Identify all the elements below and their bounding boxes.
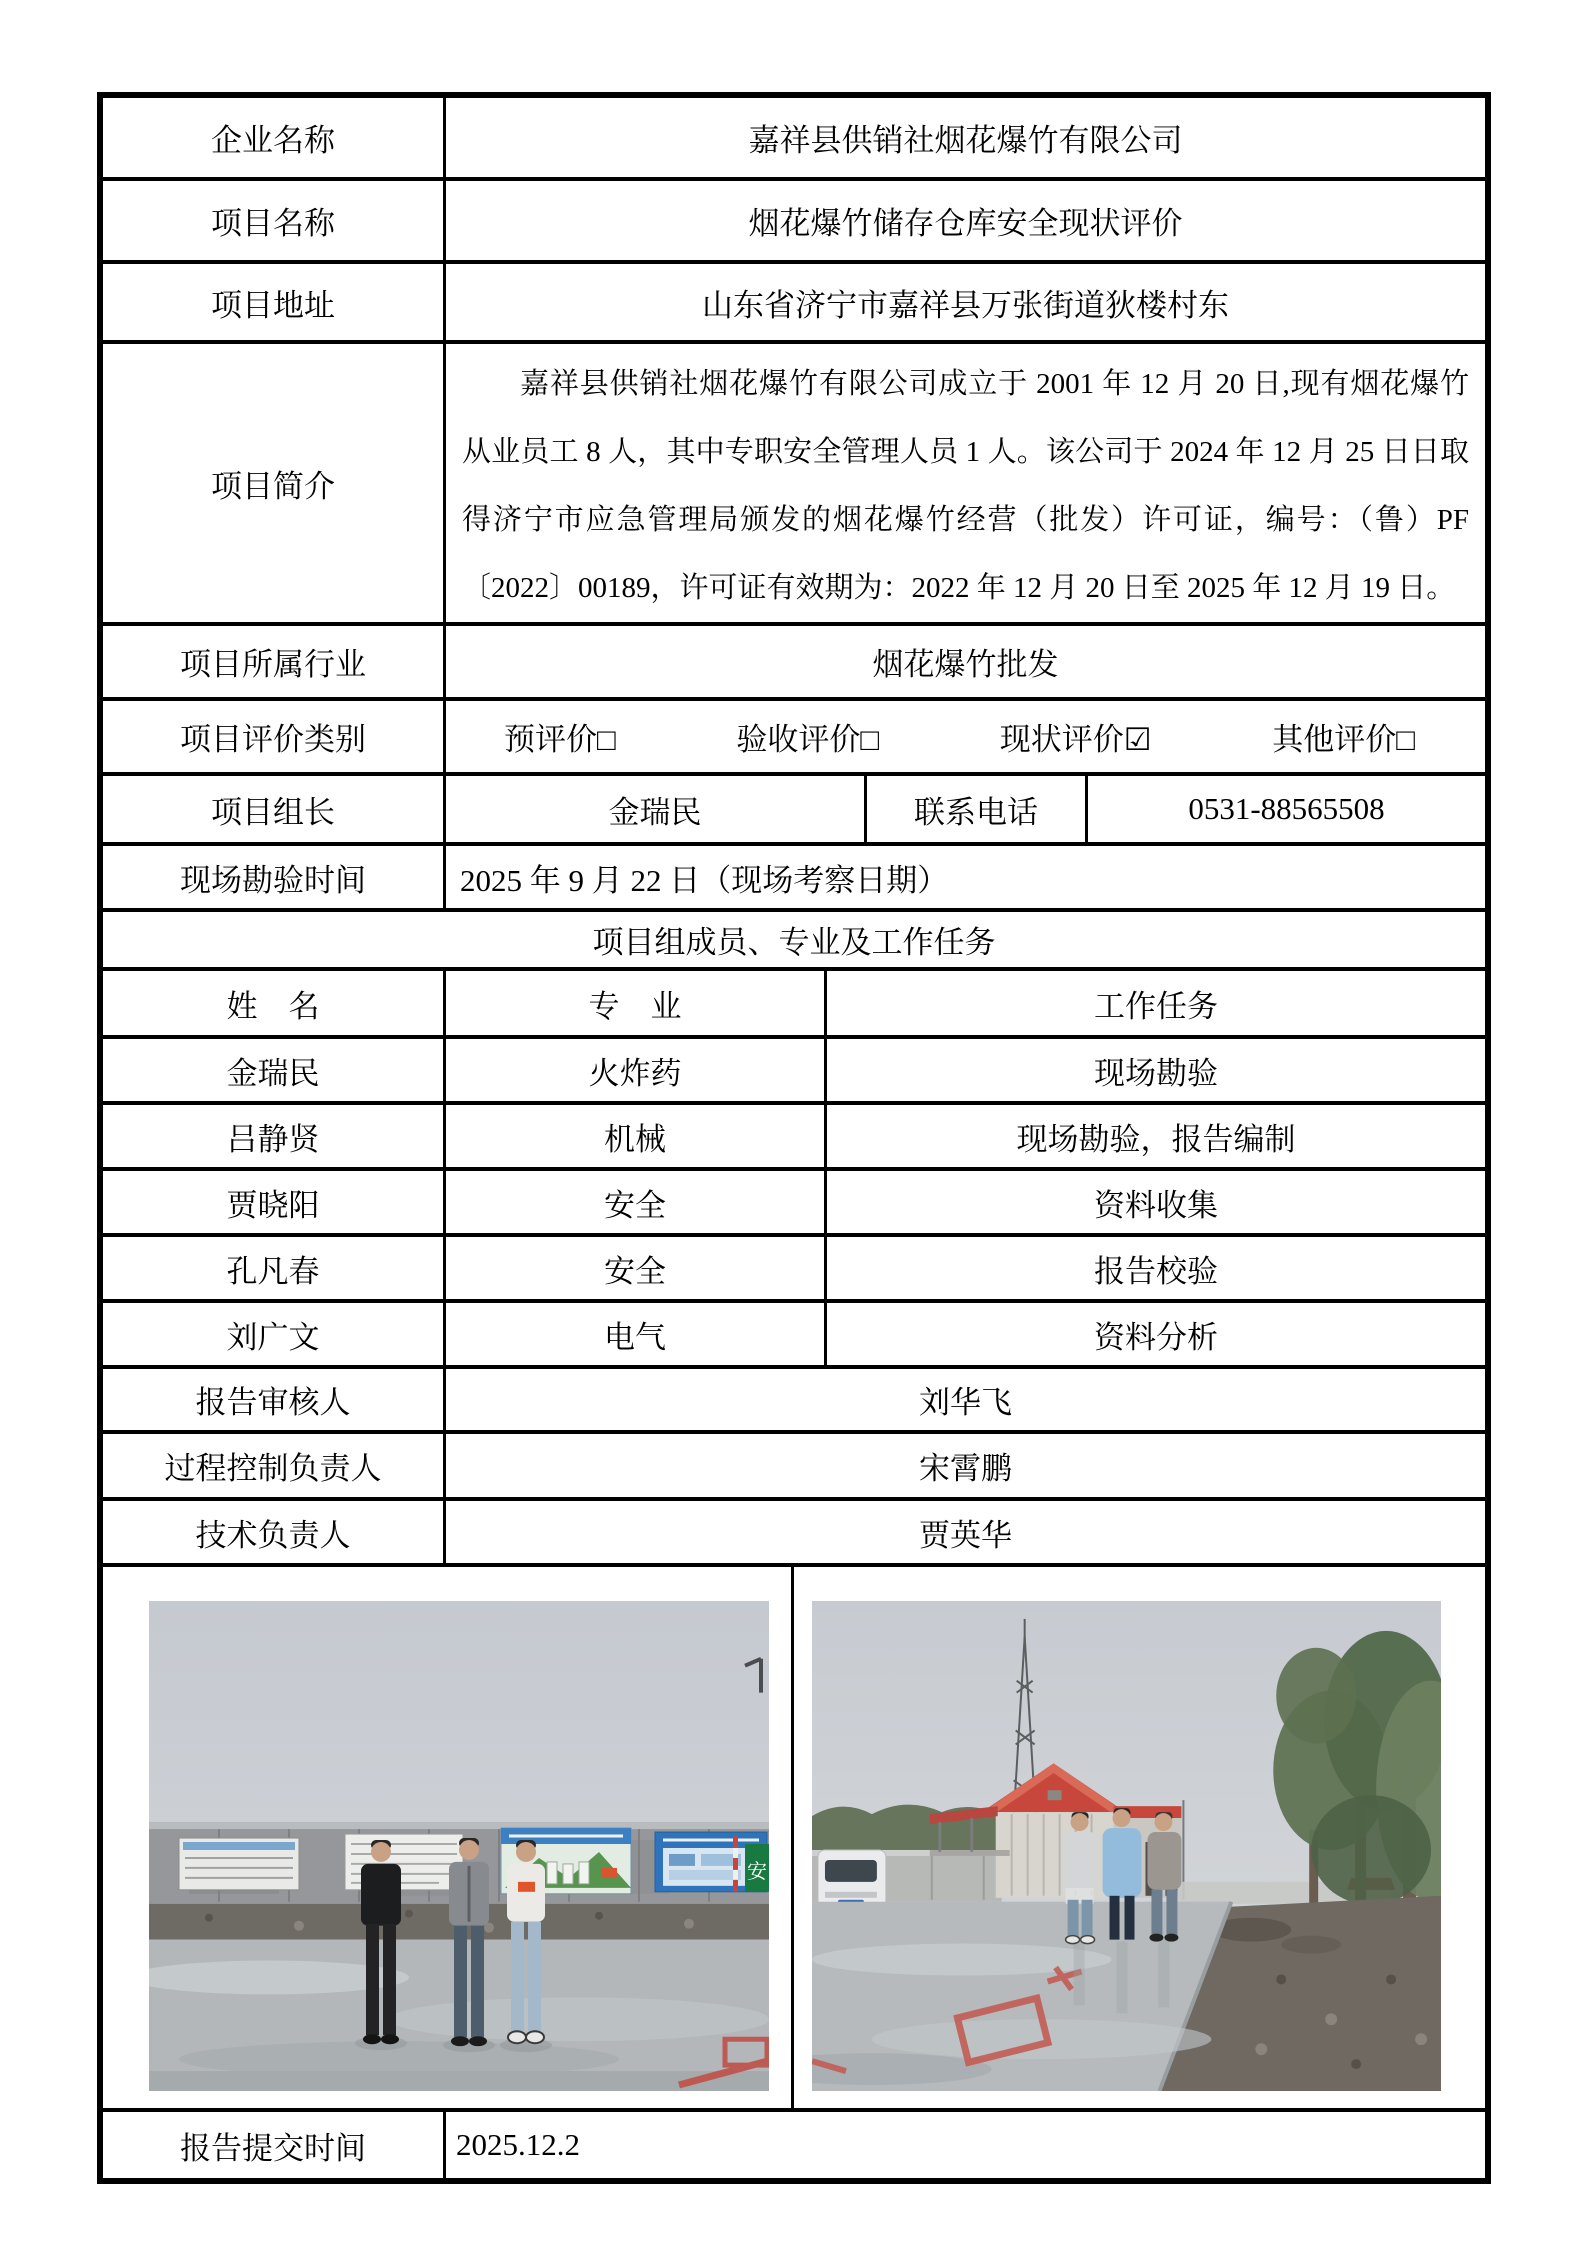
- member-4-task: 报告校验: [1094, 1253, 1218, 1289]
- member-2-name-cell: [103, 1105, 446, 1167]
- member-4-name-cell: [103, 1237, 446, 1299]
- member-1-major-cell: [446, 1039, 827, 1101]
- member-2-task: 现场勘验，报告编制: [1016, 1121, 1296, 1157]
- phone-value: 0531-88565508: [1188, 791, 1385, 826]
- site-photo-left: [149, 1601, 769, 2091]
- project-address-label: 项目地址: [211, 287, 335, 323]
- project-name-label: 项目名称: [211, 206, 335, 241]
- reviewer-value: 刘华飞: [919, 1385, 1012, 1420]
- survey-time-label-cell: [103, 846, 446, 908]
- row-site-photos: [103, 1567, 1485, 2112]
- project-intro-value-cell: 嘉祥县供销社烟花爆竹有限公司成立于 2001 年 12 月 20 日,现有烟花爆竹从业员工 8 人，其中专职安全管理人员 1 人。该公司于 2024 年 12 月 25 日日取得济宁市应急管理局颁发的烟花爆竹经营（批发）许可证，编号：（鲁）PF〔2022〕00189，许可证有效期为：2022 年 12 月 20 日至 2025 年 12 月 19 日。: [446, 344, 1485, 622]
- row-members-columns: [103, 971, 1485, 1039]
- members-header-cell: [103, 912, 1485, 967]
- checkbox-other-evaluation: 其他评价□: [1272, 722, 1415, 757]
- process-controller-label: 过程控制负责人: [164, 1451, 382, 1486]
- site-photo-left-cell: [103, 1567, 794, 2108]
- tech-lead-label-cell: [103, 1501, 446, 1563]
- member-2-name: 吕静贤: [226, 1121, 320, 1157]
- row-industry: [103, 626, 1485, 701]
- phone-label-cell: [867, 776, 1088, 842]
- member-5-task-cell: [827, 1303, 1485, 1365]
- member-4-major-cell: [446, 1237, 827, 1299]
- checkbox-pre-evaluation: 预评价□: [504, 722, 616, 757]
- member-3-task: 资料收集: [1094, 1187, 1218, 1223]
- project-name-value-cell: [446, 181, 1485, 260]
- member-3-name-cell: [103, 1171, 446, 1233]
- process-controller-value-cell: [446, 1434, 1485, 1497]
- table-row-member-3: [103, 1171, 1485, 1237]
- striped-pole: [733, 1836, 738, 1892]
- row-project-address: [103, 264, 1485, 344]
- table-row-member-4: [103, 1237, 1485, 1303]
- safety-sign-text: 安: [747, 1860, 767, 1883]
- industry-value: 烟花爆竹批发: [872, 647, 1059, 682]
- submit-time-value-cell: [446, 2112, 1485, 2178]
- project-name-label-cell: [103, 181, 446, 260]
- company-label-cell: [103, 98, 446, 177]
- process-controller-label-cell: [103, 1434, 446, 1497]
- checkbox-status-evaluation-checked: 现状评价☑: [999, 722, 1152, 757]
- process-controller-value: 宋霄鹏: [919, 1451, 1012, 1486]
- member-4-major: 安全: [604, 1253, 666, 1289]
- row-company: [103, 98, 1485, 181]
- company-value: 嘉祥县供销社烟花爆竹有限公司: [748, 123, 1183, 158]
- project-intro-label-cell: [103, 344, 446, 622]
- row-members-header: [103, 912, 1485, 971]
- member-3-name: 贾晓阳: [226, 1187, 320, 1223]
- survey-time-label: 现场勘验时间: [180, 862, 366, 898]
- row-eval-type: [103, 701, 1485, 776]
- tech-lead-label: 技术负责人: [195, 1517, 351, 1553]
- company-label: 企业名称: [211, 123, 335, 158]
- member-1-task: 现场勘验: [1094, 1055, 1218, 1091]
- report-info-table: [97, 92, 1491, 2184]
- submit-time-label-cell: [103, 2112, 446, 2178]
- member-1-name-cell: [103, 1039, 446, 1101]
- phone-value-cell: [1088, 776, 1485, 842]
- site-photo-right: [812, 1601, 1441, 2091]
- member-2-major-cell: [446, 1105, 827, 1167]
- tech-lead-value: 贾英华: [919, 1517, 1012, 1553]
- member-1-name: 金瑞民: [226, 1055, 320, 1091]
- members-col-major: 专 业: [588, 988, 682, 1024]
- member-4-name: 孔凡春: [226, 1253, 320, 1289]
- row-leader: [103, 776, 1485, 846]
- member-5-name-cell: [103, 1303, 446, 1365]
- eval-type-options-cell: [446, 701, 1485, 772]
- member-2-task-cell: [827, 1105, 1485, 1167]
- row-process-controller: [103, 1434, 1485, 1501]
- member-1-major: 火炸药: [588, 1055, 682, 1091]
- leader-label-cell: [103, 776, 446, 842]
- members-col-name-cell: [103, 971, 446, 1035]
- leader-label: 项目组长: [211, 794, 335, 830]
- project-address-value: 山东省济宁市嘉祥县万张街道狄楼村东: [702, 287, 1229, 323]
- industry-label-cell: [103, 626, 446, 697]
- row-tech-lead: [103, 1501, 1485, 1567]
- site-photo-right-cell: [794, 1567, 1485, 2108]
- member-1-task-cell: [827, 1039, 1485, 1101]
- project-address-value-cell: [446, 264, 1485, 340]
- member-2-major: 机械: [604, 1121, 666, 1157]
- phone-label: 联系电话: [914, 794, 1038, 830]
- member-5-task: 资料分析: [1094, 1319, 1218, 1355]
- leader-name-cell: [446, 776, 867, 842]
- members-header-title: 项目组成员、专业及工作任务: [592, 925, 996, 960]
- reviewer-label-cell: [103, 1369, 446, 1430]
- member-5-name: 刘广文: [226, 1319, 320, 1355]
- members-col-task-cell: [827, 971, 1485, 1035]
- project-address-label-cell: [103, 264, 446, 340]
- industry-value-cell: [446, 626, 1485, 697]
- leader-name: 金瑞民: [608, 794, 702, 830]
- member-3-major: 安全: [604, 1187, 666, 1223]
- reviewer-label: 报告审核人: [195, 1385, 351, 1420]
- members-col-major-cell: [446, 971, 827, 1035]
- safety-sign: [745, 1844, 769, 1892]
- table-row-member-2: [103, 1105, 1485, 1171]
- checkbox-acceptance-evaluation: 验收评价□: [736, 722, 880, 757]
- submit-time-value: 2025.12.2: [456, 2127, 580, 2162]
- row-survey-time: [103, 846, 1485, 912]
- row-reviewer: [103, 1369, 1485, 1434]
- members-col-name: 姓 名: [226, 988, 320, 1024]
- row-submit-time: [103, 2112, 1485, 2178]
- submit-time-label: 报告提交时间: [180, 2130, 366, 2166]
- survey-time-value: 2025 年 9 月 22 日（现场考察日期）: [460, 862, 949, 898]
- member-3-major-cell: [446, 1171, 827, 1233]
- member-5-major: 电气: [604, 1319, 666, 1355]
- company-value-cell: [446, 98, 1485, 177]
- industry-label: 项目所属行业: [180, 647, 366, 682]
- member-3-task-cell: [827, 1171, 1485, 1233]
- reviewer-value-cell: [446, 1369, 1485, 1430]
- eval-type-label: 项目评价类别: [180, 722, 366, 757]
- table-row-member-1: [103, 1039, 1485, 1105]
- project-name-value: 烟花爆竹储存仓库安全现状评价: [748, 206, 1183, 241]
- table-row-member-5: [103, 1303, 1485, 1369]
- tech-lead-value-cell: [446, 1501, 1485, 1563]
- eval-type-label-cell: [103, 701, 446, 772]
- row-project-intro: [103, 344, 1485, 626]
- survey-time-value-cell: [446, 846, 1485, 908]
- row-project-name: [103, 181, 1485, 264]
- project-intro-label: 项目简介: [211, 468, 335, 504]
- member-5-major-cell: [446, 1303, 827, 1365]
- member-4-task-cell: [827, 1237, 1485, 1299]
- members-col-task: 工作任务: [1094, 988, 1218, 1024]
